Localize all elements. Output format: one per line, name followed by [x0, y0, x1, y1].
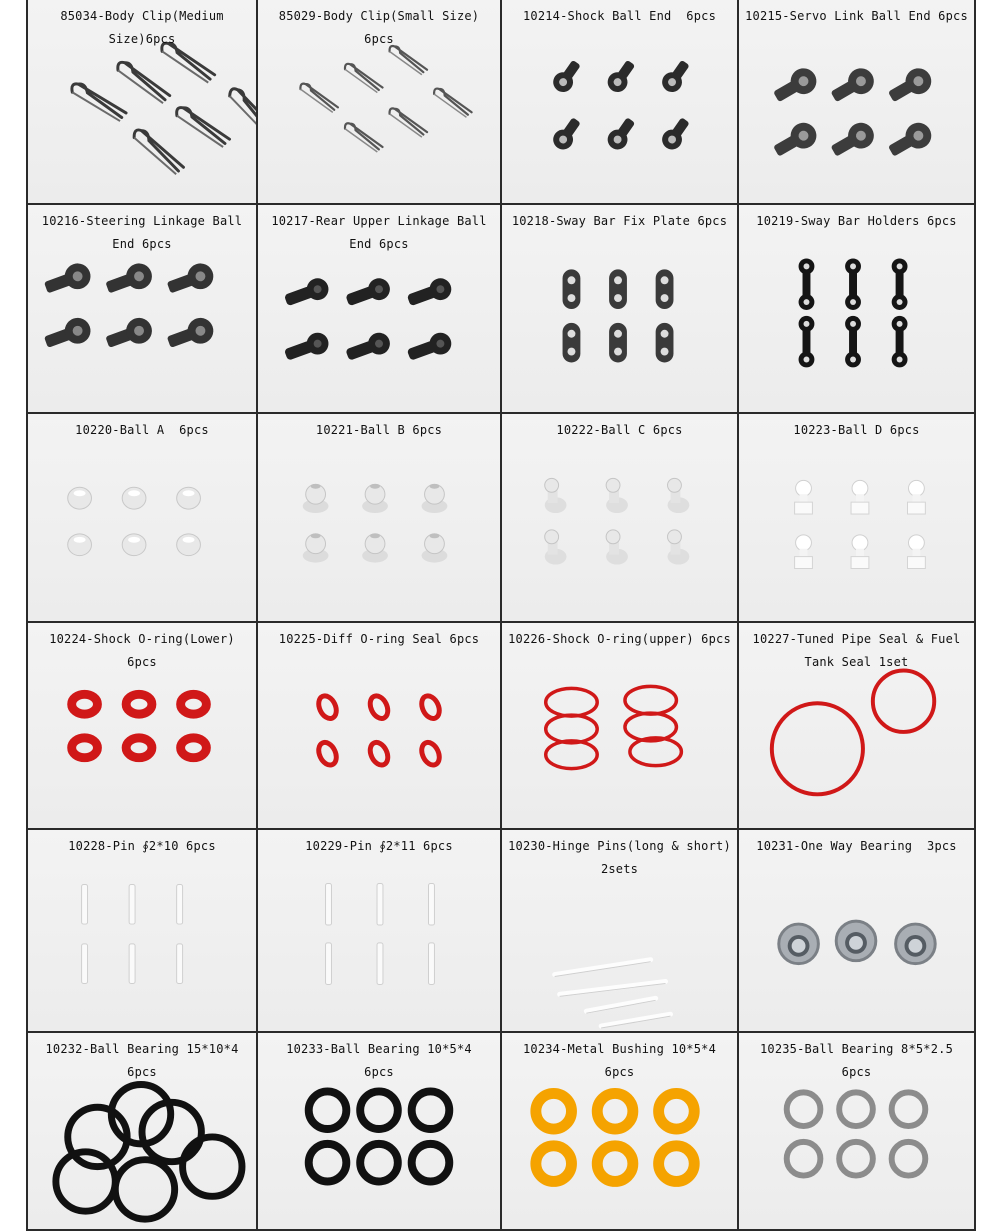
ball-bearing-medium-icon [412, 1091, 450, 1129]
part-label: 10221-Ball B 6pcs [315, 423, 443, 437]
ball-d-icon [908, 535, 926, 569]
body-clip-icon [113, 59, 174, 104]
sway-bar-fix-plate-icon [563, 323, 581, 363]
part-cell [739, 1033, 976, 1231]
pin-short-icon [82, 944, 88, 984]
pin-long-icon [429, 883, 435, 925]
pin-short-icon [129, 944, 135, 984]
pin-long-icon [377, 943, 383, 985]
servo-link-ball-end-icon [885, 64, 936, 109]
shock-o-ring-upper-icon [625, 686, 676, 714]
ball-bearing-medium-icon [412, 1144, 450, 1182]
sway-bar-holder-icon [892, 316, 908, 368]
steering-linkage-ball-end-icon [164, 260, 217, 300]
ball-bearing-small-icon [892, 1092, 926, 1126]
steering-linkage-ball-end-icon [103, 260, 156, 300]
part-cell [502, 414, 739, 623]
part-label: 10220-Ball A 6pcs [75, 423, 209, 437]
part-image [258, 414, 500, 621]
sway-bar-fix-plate-icon [609, 269, 627, 309]
part-label: 10217-Rear Upper Linkage Ball End 6pcs [271, 214, 487, 251]
sway-bar-fix-plate-icon [656, 269, 674, 309]
part-cell [502, 205, 739, 414]
part-cell [502, 0, 739, 205]
rear-upper-linkage-ball-end-icon [405, 275, 454, 311]
shock-o-ring-lower-icon [126, 694, 152, 714]
part-label: 85029-Body Clip(Small Size) 6pcs [278, 9, 487, 46]
pin-long-icon [377, 883, 383, 925]
part-label: 10224-Shock O-ring(Lower) 6pcs [49, 632, 243, 669]
shock-o-ring-upper-icon [546, 715, 597, 743]
part-label: 10215-Servo Link Ball End 6pcs [745, 9, 968, 23]
ball-c-icon [668, 478, 690, 513]
ball-a-icon [122, 487, 146, 509]
hinge-pin-icon [586, 998, 655, 1011]
tuned-pipe-seal-icon [772, 703, 863, 794]
diff-o-ring-seal-icon [315, 693, 339, 721]
pin-long-icon [326, 883, 332, 925]
part-cell [739, 414, 976, 623]
ball-a-icon [122, 534, 146, 556]
ball-bearing-small-icon [839, 1142, 873, 1176]
part-label: 10218-Sway Bar Fix Plate 6pcs [511, 214, 728, 228]
ball-b-icon [362, 484, 388, 513]
servo-link-ball-end-icon [770, 118, 821, 163]
shock-ball-end-icon [604, 114, 640, 153]
part-image [739, 414, 974, 621]
body-clip-small-icon [386, 106, 429, 138]
body-clip-small-icon [431, 86, 474, 118]
ball-d-icon [908, 480, 926, 514]
shock-ball-end-icon [658, 114, 694, 153]
fuel-tank-seal-icon [873, 671, 934, 732]
part-cell [258, 623, 502, 830]
steering-linkage-ball-end-icon [42, 314, 95, 354]
ball-c-icon [606, 478, 628, 513]
part-label: 10231-One Way Bearing 3pcs [756, 839, 957, 853]
part-cell [258, 0, 502, 205]
ball-bearing-medium-icon [309, 1144, 347, 1182]
part-image [502, 205, 737, 412]
body-clip-icon [129, 127, 188, 175]
part-label: 10226-Shock O-ring(upper) 6pcs [508, 632, 731, 646]
part-image [28, 830, 256, 1031]
shock-ball-end-icon [658, 57, 694, 96]
pin-short-icon [177, 944, 183, 984]
ball-bearing-small-icon [892, 1142, 926, 1176]
rear-upper-linkage-ball-end-icon [344, 275, 393, 311]
part-image [258, 830, 500, 1031]
part-cell [502, 830, 739, 1033]
ball-bearing-small-icon [787, 1142, 821, 1176]
shock-o-ring-lower-icon [181, 738, 207, 758]
sway-bar-holder-icon [845, 258, 861, 310]
ball-d-icon [851, 480, 869, 514]
part-cell [258, 414, 502, 623]
diff-o-ring-seal-icon [315, 740, 339, 768]
steering-linkage-ball-end-icon [103, 314, 156, 354]
part-label: 10219-Sway Bar Holders 6pcs [756, 214, 957, 228]
part-label: 10232-Ball Bearing 15*10*4 6pcs [45, 1042, 246, 1079]
ball-bearing-large-icon [115, 1160, 174, 1219]
ball-a-icon [177, 534, 201, 556]
ball-a-icon [68, 487, 92, 509]
rear-upper-linkage-ball-end-icon [282, 330, 331, 366]
body-clip-icon [224, 86, 256, 138]
part-cell [28, 830, 258, 1033]
metal-bushing-icon [659, 1146, 695, 1182]
shock-o-ring-lower-icon [72, 738, 98, 758]
ball-b-icon [422, 484, 448, 513]
diff-o-ring-seal-icon [418, 693, 442, 721]
part-cell [258, 205, 502, 414]
part-cell [28, 414, 258, 623]
shock-o-ring-upper-icon [546, 741, 597, 769]
part-label: 10229-Pin ∮2*11 6pcs [305, 839, 453, 853]
servo-link-ball-end-icon [827, 118, 878, 163]
one-way-bearing-icon [836, 921, 876, 961]
part-label: 10216-Steering Linkage Ball End 6pcs [41, 214, 243, 251]
shock-ball-end-icon [604, 57, 640, 96]
metal-bushing-icon [536, 1146, 572, 1182]
part-image [739, 0, 974, 203]
pin-short-icon [177, 884, 183, 924]
part-cell [739, 0, 976, 205]
part-cell [258, 1033, 502, 1231]
part-label: 10222-Ball C 6pcs [556, 423, 683, 437]
ball-a-icon [177, 487, 201, 509]
part-label: 10235-Ball Bearing 8*5*2.5 6pcs [759, 1042, 961, 1079]
part-cell [502, 623, 739, 830]
sway-bar-holder-icon [799, 316, 815, 368]
part-label: 10233-Ball Bearing 10*5*4 6pcs [286, 1042, 487, 1079]
ball-b-icon [303, 484, 329, 513]
hinge-pin-icon [555, 960, 651, 975]
sheet-left-margin [0, 0, 28, 1231]
rear-upper-linkage-ball-end-icon [405, 330, 454, 366]
ball-c-icon [606, 530, 628, 565]
body-clip-small-icon [342, 121, 385, 153]
part-image [258, 623, 500, 828]
part-image [739, 205, 974, 412]
part-cell [28, 1033, 258, 1231]
ball-b-icon [303, 533, 329, 562]
sway-bar-holder-icon [845, 316, 861, 368]
part-cell [28, 623, 258, 830]
ball-d-icon [795, 535, 813, 569]
ball-bearing-medium-icon [360, 1091, 398, 1129]
sway-bar-fix-plate-icon [563, 269, 581, 309]
sheet-right-margin [976, 0, 1000, 1231]
part-image [502, 414, 737, 621]
part-label: 85034-Body Clip(Medium Size)6pcs [60, 9, 232, 46]
part-cell [739, 830, 976, 1033]
diff-o-ring-seal-icon [418, 740, 442, 768]
metal-bushing-icon [597, 1146, 633, 1182]
metal-bushing-icon [659, 1093, 695, 1129]
diff-o-ring-seal-icon [367, 693, 391, 721]
part-label: 10225-Diff O-ring Seal 6pcs [278, 632, 480, 646]
body-clip-small-icon [342, 62, 385, 94]
shock-ball-end-icon [549, 114, 585, 153]
pin-long-icon [326, 943, 332, 985]
ball-bearing-medium-icon [309, 1091, 347, 1129]
part-label: 10227-Tuned Pipe Seal & Fuel Tank Seal 1set [752, 632, 961, 669]
part-image [28, 414, 256, 621]
pin-short-icon [82, 884, 88, 924]
part-cell [502, 1033, 739, 1231]
part-cell [28, 205, 258, 414]
part-image [502, 623, 737, 828]
ball-c-icon [545, 530, 567, 565]
part-label: 10230-Hinge Pins(long & short) 2sets [508, 839, 731, 876]
part-image [502, 0, 737, 203]
pin-long-icon [429, 943, 435, 985]
ball-bearing-medium-icon [360, 1144, 398, 1182]
servo-link-ball-end-icon [885, 118, 936, 163]
rear-upper-linkage-ball-end-icon [282, 275, 331, 311]
sway-bar-fix-plate-icon [656, 323, 674, 363]
steering-linkage-ball-end-icon [164, 314, 217, 354]
shock-o-ring-lower-icon [72, 694, 98, 714]
part-cell [739, 623, 976, 830]
sway-bar-holder-icon [892, 258, 908, 310]
part-cell [258, 830, 502, 1033]
part-cell [739, 205, 976, 414]
steering-linkage-ball-end-icon [42, 260, 95, 300]
ball-bearing-small-icon [839, 1092, 873, 1126]
ball-d-icon [851, 535, 869, 569]
hinge-pin-icon [560, 981, 666, 994]
pin-short-icon [129, 884, 135, 924]
sway-bar-fix-plate-icon [609, 323, 627, 363]
body-clip-small-icon [297, 81, 340, 113]
servo-link-ball-end-icon [827, 64, 878, 109]
ball-a-icon [68, 534, 92, 556]
ball-bearing-large-icon [183, 1137, 242, 1196]
body-clip-icon [67, 81, 129, 122]
sway-bar-holder-icon [799, 258, 815, 310]
diff-o-ring-seal-icon [367, 740, 391, 768]
shock-o-ring-lower-icon [181, 694, 207, 714]
ball-d-icon [795, 480, 813, 514]
shock-o-ring-upper-icon [546, 688, 597, 716]
hinge-pin-icon [601, 1014, 670, 1026]
one-way-bearing-icon [896, 924, 936, 964]
part-label: 10234-Metal Bushing 10*5*4 6pcs [522, 1042, 731, 1079]
part-image [739, 830, 974, 1031]
part-label: 10214-Shock Ball End 6pcs [522, 9, 717, 23]
part-label: 10223-Ball D 6pcs [793, 423, 920, 437]
shock-o-ring-lower-icon [126, 738, 152, 758]
body-clip-icon [172, 105, 233, 148]
ball-c-icon [545, 478, 567, 513]
metal-bushing-icon [536, 1093, 572, 1129]
rear-upper-linkage-ball-end-icon [344, 330, 393, 366]
ball-b-icon [422, 533, 448, 562]
part-label: 10228-Pin ∮2*10 6pcs [68, 839, 216, 853]
ball-b-icon [362, 533, 388, 562]
servo-link-ball-end-icon [770, 64, 821, 109]
metal-bushing-icon [597, 1093, 633, 1129]
ball-c-icon [668, 530, 690, 565]
part-cell [28, 0, 258, 205]
shock-ball-end-icon [549, 57, 585, 96]
one-way-bearing-icon [779, 924, 819, 964]
ball-bearing-small-icon [787, 1092, 821, 1126]
